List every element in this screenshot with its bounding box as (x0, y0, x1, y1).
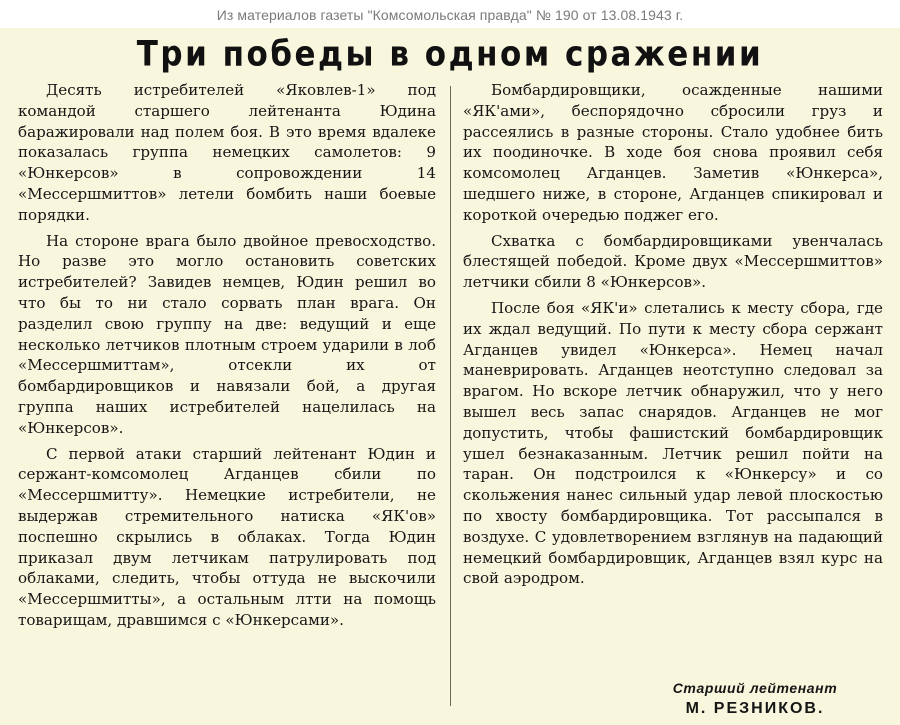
paragraph: Десять истребителей «Яковлев-1» под командой старшего лейтенанта Юдина баражировали над полем боя. В это время вдалеке показалась группа немецких самолетов: 9 «Юнкерсов» в сопровождении 14 «Мессершмиттов» летели бомбить наши боевые порядки. (18, 81, 436, 224)
newspaper-clipping (0, 28, 900, 725)
paragraph: Схватка с бомбардировщиками увенчалась блестящей победой. Кроме двух «Мессершмиттов» летчики сбили 8 «Юнкерсов». (463, 231, 883, 292)
author-name: М. РЕЗНИКОВ. (685, 700, 825, 717)
author-signature (640, 679, 870, 720)
source-caption: Из материалов газеты "Комсомольская правда" № 190 от 13.08.1943 г. (216, 7, 684, 23)
column-divider (450, 86, 451, 706)
paragraph: После боя «ЯК'и» слетались к месту сбора, где их ждал ведущий. По пути к месту сбора сержант Агданцев увидел «Юнкерса». Немец начал маневрировать. Агданцев неотступно следовал за врагом. Но вскоре летчик обнаружил, что у него вышел весь запас снарядов. Агданцев не мог допустить, чтобы фашистский бомбардировщик ушел безнаказанным. Летчик решил пойти на таран. Он подстроился к «Юнкерсу» и со скольжения нанес сильный удар левой плоскостью по хвосту бомбардировщика. Тот рассыпался в воздухе. С удовлетворением взглянув на падающий немецкий бомбардировщик, Агданцев взял курс на свой аэродром. (463, 298, 883, 588)
paragraph: Бомбардировщики, осажденные нашими «ЯК'ами», беспорядочно сбросили груз и рассеялись в разные стороны. Стало удобнее бить их поодиночке. В ходе боя снова проявил себя комсомолец Агданцев. Заметив «Юнкерса», шедшего ниже, в стороне, Агданцев спикировал и короткой очередью поджег его. (463, 81, 883, 224)
paragraph: На стороне врага было двойное превосходство. Но разве это могло остановить советских истребителей? Завидев немцев, Юдин решил во что бы то ни стало сорвать план врага. Он разделил свою группу на две: ведущий и еще несколько летчиков плотным строем ударили в лоб «Мессершмиттам», отсекли их от бомбардировщиков и навязали бой, а другая группа наших истребителей нацелилась на «Юнкерсов». (18, 231, 436, 437)
paragraph: С первой атаки старший лейтенант Юдин и сержант-комсомолец Агданцев сбили по «Мессершмитту». Немецкие истребители, не выдержав стремительного натиска «ЯК'ов» поспешно скрылись в облаках. Тогда Юдин приказал двум летчикам патрулировать под облаками, следить, чтобы оттуда не выскочили «Мессершмитты», а остальным лтти на помощь товарищам, дравшимся с «Юнкерсами». (18, 444, 436, 629)
article-column-left (18, 80, 436, 636)
article-column-right (463, 80, 883, 594)
author-rank: Старший лейтенант (672, 680, 838, 696)
article-title: Три победы в одном сражении (136, 34, 764, 75)
